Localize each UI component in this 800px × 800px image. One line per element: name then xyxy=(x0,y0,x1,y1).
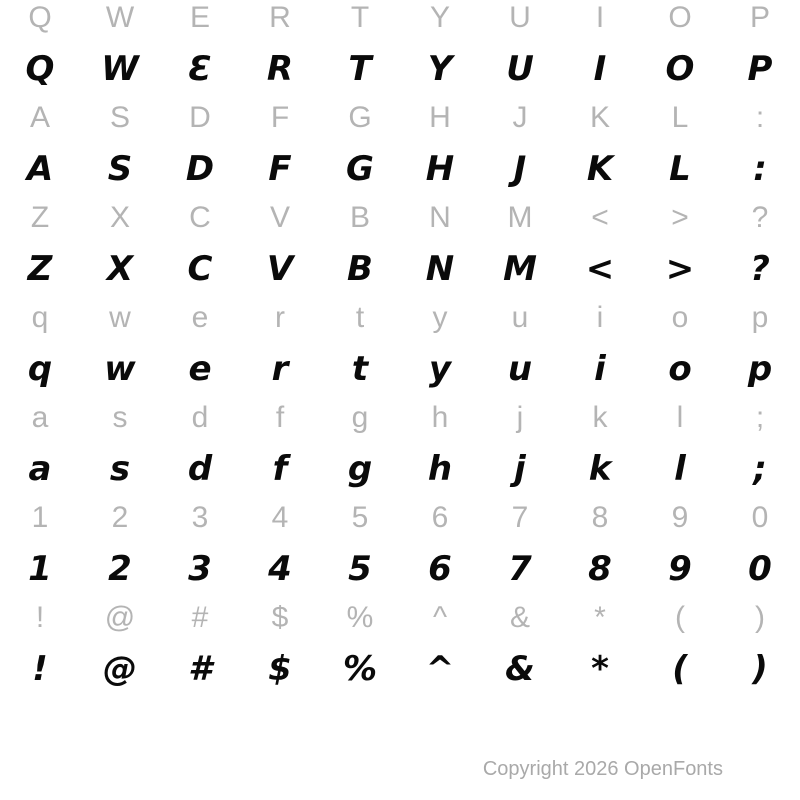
preview-row xyxy=(0,449,800,489)
reference-glyph: J xyxy=(512,101,528,134)
reference-glyph: C xyxy=(189,201,211,234)
reference-row xyxy=(0,403,800,433)
reference-glyph: 4 xyxy=(271,501,289,534)
preview-row xyxy=(0,249,800,289)
reference-glyph: q xyxy=(31,301,49,334)
preview-glyph: P xyxy=(747,49,773,89)
preview-glyph: O xyxy=(665,49,695,89)
preview-glyph: V xyxy=(266,249,294,289)
reference-glyph: g xyxy=(351,401,369,434)
preview-glyph: o xyxy=(668,349,692,389)
preview-glyph: 8 xyxy=(588,549,612,589)
preview-glyph: U xyxy=(506,49,534,89)
reference-glyph: K xyxy=(589,101,610,134)
reference-glyph: P xyxy=(749,1,770,34)
reference-glyph: t xyxy=(355,301,365,334)
reference-glyph: I xyxy=(595,1,605,34)
preview-row xyxy=(0,149,800,189)
preview-glyph: A xyxy=(26,149,54,189)
reference-glyph: E xyxy=(189,1,210,34)
preview-glyph: ^ xyxy=(425,649,455,689)
preview-glyph: i xyxy=(594,349,606,389)
reference-glyph: 5 xyxy=(351,501,369,534)
preview-row xyxy=(0,349,800,389)
preview-glyph: D xyxy=(185,149,215,189)
preview-glyph: 1 xyxy=(28,549,52,589)
reference-glyph: : xyxy=(755,101,765,134)
reference-glyph: k xyxy=(592,401,608,434)
reference-glyph: G xyxy=(348,101,372,134)
reference-glyph: a xyxy=(31,401,49,434)
reference-glyph: l xyxy=(676,401,684,434)
preview-glyph: T xyxy=(348,49,372,89)
preview-glyph: N xyxy=(425,249,455,289)
reference-glyph: % xyxy=(346,601,374,634)
reference-glyph: 9 xyxy=(671,501,689,534)
preview-glyph: w xyxy=(104,349,136,389)
preview-glyph: 5 xyxy=(348,549,372,589)
preview-glyph: 3 xyxy=(188,549,212,589)
reference-glyph: f xyxy=(275,401,285,434)
reference-glyph: < xyxy=(591,201,609,234)
preview-glyph: j xyxy=(514,449,526,489)
reference-glyph: p xyxy=(751,301,769,334)
preview-glyph: l xyxy=(674,449,686,489)
reference-glyph: T xyxy=(350,1,370,34)
reference-glyph: 2 xyxy=(111,501,129,534)
preview-glyph: & xyxy=(505,649,535,689)
preview-glyph: y xyxy=(428,349,452,389)
preview-glyph: M xyxy=(503,249,537,289)
preview-glyph: C xyxy=(187,249,213,289)
reference-glyph: F xyxy=(270,101,290,134)
reference-glyph: Z xyxy=(30,201,50,234)
preview-glyph: ? xyxy=(750,249,770,289)
reference-glyph: ! xyxy=(35,601,45,634)
reference-glyph: X xyxy=(109,201,130,234)
preview-glyph: : xyxy=(753,149,767,189)
reference-glyph: o xyxy=(671,301,689,334)
reference-glyph: & xyxy=(509,601,530,634)
reference-glyph: Q xyxy=(28,1,52,34)
preview-glyph: F xyxy=(268,149,292,189)
preview-glyph: X xyxy=(106,249,134,289)
preview-glyph: u xyxy=(507,349,533,389)
preview-glyph: $ xyxy=(268,649,292,689)
reference-glyph: H xyxy=(429,101,451,134)
preview-glyph: t xyxy=(351,349,369,389)
preview-glyph: % xyxy=(342,649,378,689)
reference-glyph: 8 xyxy=(591,501,609,534)
reference-glyph: N xyxy=(429,201,451,234)
preview-glyph: f xyxy=(272,449,288,489)
reference-glyph: A xyxy=(29,101,50,134)
reference-glyph: Y xyxy=(429,1,450,34)
reference-glyph: S xyxy=(109,101,130,134)
reference-glyph: 3 xyxy=(191,501,209,534)
reference-glyph: w xyxy=(109,301,131,334)
reference-row xyxy=(0,3,800,33)
reference-glyph: ? xyxy=(751,201,769,234)
reference-glyph: s xyxy=(112,401,128,434)
reference-glyph: D xyxy=(189,101,211,134)
reference-glyph: O xyxy=(668,1,692,34)
reference-glyph: # xyxy=(191,601,209,634)
preview-glyph: k xyxy=(588,449,612,489)
reference-glyph: R xyxy=(269,1,291,34)
reference-glyph: L xyxy=(671,101,689,134)
preview-glyph: 7 xyxy=(508,549,532,589)
reference-row xyxy=(0,303,800,333)
preview-glyph: q xyxy=(27,349,53,389)
reference-glyph: $ xyxy=(271,601,289,634)
reference-glyph: u xyxy=(511,301,529,334)
reference-glyph: 7 xyxy=(511,501,529,534)
reference-glyph: U xyxy=(509,1,531,34)
preview-glyph: 6 xyxy=(428,549,452,589)
preview-glyph: I xyxy=(593,49,607,89)
reference-row xyxy=(0,203,800,233)
reference-glyph: d xyxy=(191,401,209,434)
reference-glyph: B xyxy=(349,201,370,234)
reference-glyph: e xyxy=(191,301,209,334)
preview-glyph: H xyxy=(425,149,455,189)
reference-glyph: y xyxy=(432,301,448,334)
reference-glyph: r xyxy=(275,301,285,334)
reference-glyph: M xyxy=(507,201,533,234)
reference-row xyxy=(0,603,800,633)
reference-glyph: W xyxy=(105,1,135,34)
reference-glyph: ; xyxy=(755,401,765,434)
preview-glyph: 2 xyxy=(108,549,132,589)
reference-glyph: 0 xyxy=(751,501,769,534)
preview-glyph: r xyxy=(271,349,289,389)
preview-glyph: S xyxy=(107,149,133,189)
reference-glyph: i xyxy=(596,301,604,334)
preview-glyph: B xyxy=(347,249,373,289)
reference-glyph: * xyxy=(594,601,606,634)
preview-glyph: p xyxy=(747,349,773,389)
reference-glyph: 1 xyxy=(31,501,49,534)
preview-glyph: J xyxy=(513,149,527,189)
preview-glyph: R xyxy=(266,49,294,89)
reference-row xyxy=(0,103,800,133)
preview-glyph: ; xyxy=(753,449,767,489)
copyright-text: Copyright 2026 OpenFonts xyxy=(482,758,723,780)
preview-glyph: Z xyxy=(27,249,53,289)
preview-row xyxy=(0,649,800,689)
preview-glyph: Ɛ xyxy=(188,49,212,89)
preview-glyph: ) xyxy=(752,649,768,689)
preview-glyph: e xyxy=(188,349,212,389)
preview-glyph: * xyxy=(591,649,609,689)
preview-glyph: ( xyxy=(672,649,688,689)
preview-glyph: K xyxy=(586,149,614,189)
preview-glyph: ! xyxy=(32,649,48,689)
preview-glyph: s xyxy=(109,449,131,489)
preview-glyph: Y xyxy=(427,49,453,89)
reference-glyph: ( xyxy=(675,601,685,634)
reference-glyph: ) xyxy=(755,601,765,634)
reference-glyph: h xyxy=(431,401,449,434)
preview-glyph: 0 xyxy=(748,549,772,589)
preview-glyph: < xyxy=(585,249,615,289)
preview-glyph: 9 xyxy=(668,549,692,589)
preview-glyph: G xyxy=(346,149,374,189)
reference-row xyxy=(0,503,800,533)
preview-glyph: # xyxy=(188,649,212,689)
reference-glyph: > xyxy=(671,201,689,234)
preview-glyph: 4 xyxy=(268,549,292,589)
preview-glyph: W xyxy=(101,49,139,89)
preview-glyph: > xyxy=(665,249,695,289)
preview-glyph: @ xyxy=(103,649,137,689)
reference-glyph: j xyxy=(516,401,524,434)
reference-glyph: @ xyxy=(104,601,136,634)
reference-glyph: ^ xyxy=(432,601,448,634)
preview-glyph: h xyxy=(427,449,453,489)
preview-glyph: L xyxy=(669,149,691,189)
preview-glyph: g xyxy=(347,449,373,489)
preview-row xyxy=(0,549,800,589)
preview-glyph: d xyxy=(187,449,213,489)
reference-glyph: V xyxy=(269,201,290,234)
preview-row xyxy=(0,49,800,89)
reference-glyph: 6 xyxy=(431,501,449,534)
preview-glyph: a xyxy=(28,449,52,489)
preview-glyph: Q xyxy=(25,49,55,89)
